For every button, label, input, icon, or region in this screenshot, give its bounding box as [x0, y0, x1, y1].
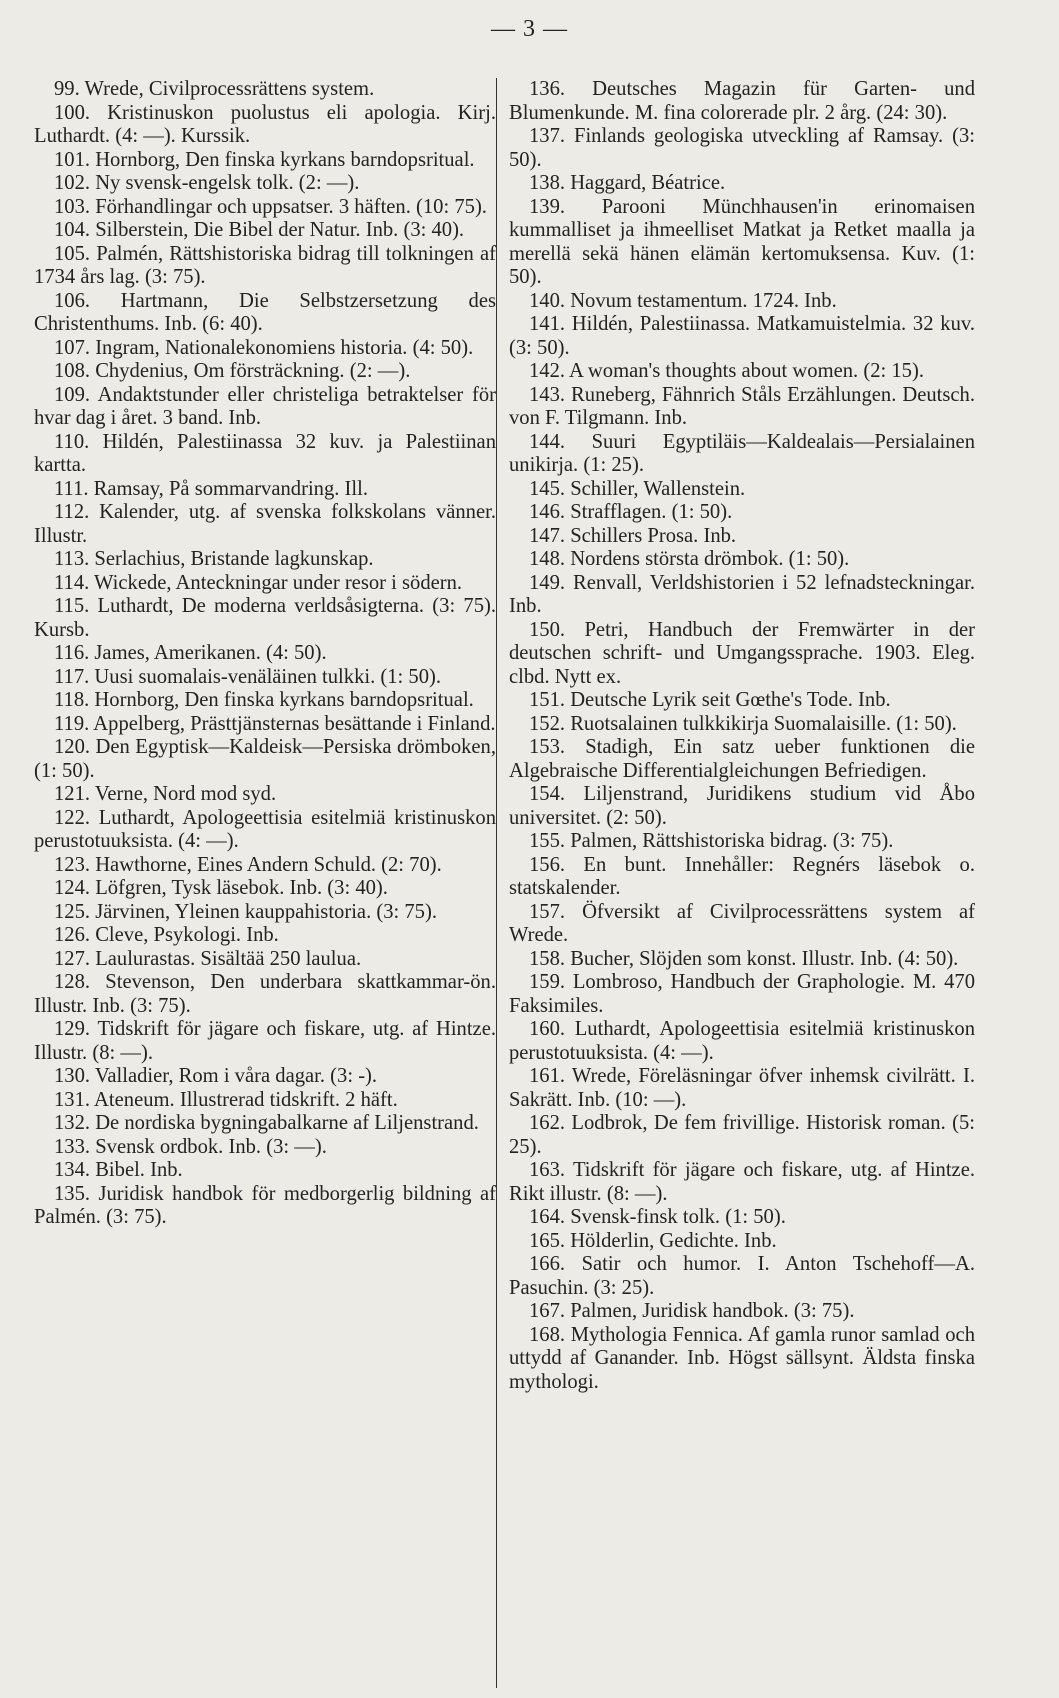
catalog-entry: 149. Renvall, Verldshistorien i 52 lefnadsteckningar. Inb.: [509, 571, 975, 617]
catalog-entry: 102. Ny svensk-engelsk tolk. (2: —).: [54, 172, 360, 194]
catalog-entry: 127. Laulurastas. Sisältää 250 laulua.: [54, 947, 362, 970]
page-number: — 3 —: [491, 16, 568, 42]
catalog-entry: 164. Svensk-finsk tolk. (1: 50).: [529, 1206, 786, 1228]
catalog-entry: 125. Järvinen, Yleinen kauppahistoria. (3: 75).: [54, 900, 437, 923]
catalog-entry: 126. Cleve, Psykologi. Inb.: [54, 924, 279, 946]
catalog-entry: 104. Silberstein, Die Bibel der Natur. Inb. (3: 40).: [54, 219, 465, 241]
catalog-entry: 145. Schiller, Wallenstein.: [529, 477, 746, 500]
catalog-entry: 147. Schillers Prosa. Inb.: [529, 524, 737, 547]
catalog-entry: 101. Hornborg, Den finska kyrkans barndopsritual.: [54, 148, 475, 171]
catalog-entry: 107. Ingram, Nationalekonomiens historia. (4: 50).: [54, 336, 474, 359]
catalog-entry: 128. Stevenson, Den underbara skattkammar-ön. Illustr. Inb. (3: 75).: [34, 971, 496, 1017]
catalog-entry: 137. Finlands geologiska utveckling af Ramsay. (3: 50).: [509, 125, 975, 171]
left-column: [34, 78, 496, 1230]
catalog-entry: 135. Juridisk handbok för medborgerlig bildning af Palmén. (3: 75).: [34, 1182, 496, 1228]
catalog-entry: 118. Hornborg, Den finska kyrkans barndopsritual.: [54, 689, 474, 711]
catalog-entry: 109. Andaktstunder eller christeliga betraktelser för hvar dag i året. 3 band. Inb.: [34, 383, 496, 429]
catalog-entry: 165. Hölderlin, Gedichte. Inb.: [529, 1229, 777, 1252]
catalog-entry: 156. En bunt. Innehåller: Regnérs läsebok o. statskalender.: [509, 853, 975, 899]
catalog-entry: 154. Liljenstrand, Juridikens studium vid Åbo universitet. (2: 50).: [509, 783, 975, 829]
right-column: [509, 78, 975, 1394]
catalog-entry: 105. Palmén, Rättshistoriska bidrag till tolkningen af 1734 års lag. (3: 75).: [34, 242, 496, 288]
catalog-entry: 159. Lombroso, Handbuch der Graphologie. M. 470 Faksimiles.: [509, 971, 975, 1017]
catalog-entry: 121. Verne, Nord mod syd.: [54, 783, 277, 805]
catalog-entry: 115. Luthardt, De moderna verldsåsigterna. (3: 75). Kursb.: [34, 595, 496, 641]
catalog-entry: 160. Luthardt, Apologeettisia esitelmiä kristinuskon perustotuuksista. (4: —).: [509, 1018, 975, 1064]
catalog-entry: 150. Petri, Handbuch der Fremwärter in der deutschen schrift- und Umgangssprache. 1903. Eleg. clbd. Nytt ex.: [509, 618, 975, 688]
catalog-entry: 103. Förhandlingar och uppsatser. 3 häften. (10: 75).: [54, 195, 487, 218]
catalog-entry: 116. James, Amerikanen. (4: 50).: [54, 642, 327, 664]
catalog-entry: 106. Hartmann, Die Selbstzersetzung des Christenthums. Inb. (6: 40).: [34, 289, 496, 335]
catalog-entry: 140. Novum testamentum. 1724. Inb.: [529, 289, 837, 312]
catalog-entry: 131. Ateneum. Illustrerad tidskrift. 2 häft.: [54, 1088, 398, 1111]
catalog-entry: 113. Serlachius, Bristande lagkunskap.: [54, 548, 374, 570]
catalog-entry: 158. Bucher, Slöjden som konst. Illustr. Inb. (4: 50).: [529, 947, 959, 970]
catalog-entry: 136. Deutsches Magazin für Garten- und Blumenkunde. M. fina colorerade plr. 2 årg. (24: 30).: [509, 78, 975, 124]
catalog-entry: 110. Hildén, Palestiinassa 32 kuv. ja Palestiinan kartta.: [34, 430, 496, 476]
catalog-entry: 122. Luthardt, Apologeettisia esitelmiä kristinuskon perustotuuksista. (4: —).: [34, 806, 496, 852]
catalog-entry: 148. Nordens största drömbok. (1: 50).: [529, 548, 850, 570]
catalog-entry: 132. De nordiska bygningabalkarne af Liljenstrand.: [54, 1112, 479, 1134]
catalog-entry: 129. Tidskrift för jägare och fiskare, utg. af Hintze. Illustr. (8: —).: [34, 1018, 496, 1064]
catalog-entry: 153. Stadigh, Ein satz ueber funktionen die Algebraische Differentialgleichungen Befriedigen.: [509, 736, 975, 782]
catalog-entry: 100. Kristinuskon puolustus eli apologia. Kirj. Luthardt. (4: —). Kurssik.: [34, 101, 496, 147]
catalog-entry: 120. Den Egyptisk—Kaldeisk—Persiska drömboken, (1: 50).: [34, 736, 496, 782]
catalog-entry: 168. Mythologia Fennica. Af gamla runor samlad och uttydd af Ganander. Inb. Högst sällsynt. Äldsta finska mythologi.: [509, 1323, 975, 1393]
catalog-entry: 143. Runeberg, Fähnrich Ståls Erzählungen. Deutsch. von F. Tilgmann. Inb.: [509, 383, 975, 429]
column-divider: [496, 78, 497, 1688]
catalog-entry: 114. Wickede, Anteckningar under resor i södern.: [54, 571, 463, 594]
catalog-entry: 142. A woman's thoughts about women. (2: 15).: [529, 360, 924, 382]
catalog-entry: 141. Hildén, Palestiinassa. Matkamuistelmia. 32 kuv. (3: 50).: [509, 313, 975, 359]
catalog-entry: 139. Parooni Münchhausen'in erinomaisen kummalliset ja ihmeelliset Matkat ja Retket maalla ja merellä sekä hänen elämän kertomuksensa. Kuv. (1: 50).: [509, 195, 975, 288]
catalog-entry: 155. Palmen, Rättshistoriska bidrag. (3: 75).: [529, 830, 894, 852]
catalog-entry: 130. Valladier, Rom i våra dagar. (3: -).: [54, 1065, 378, 1087]
catalog-entry: 166. Satir och humor. I. Anton Tschehoff—A. Pasuchin. (3: 25).: [509, 1253, 975, 1299]
catalog-entry: 117. Uusi suomalais-venäläinen tulkki. (1: 50).: [54, 665, 442, 688]
catalog-entry: 108. Chydenius, Om försträckning. (2: —).: [54, 360, 411, 382]
catalog-entry: 151. Deutsche Lyrik seit Gœthe's Tode. Inb.: [529, 689, 891, 711]
catalog-entry: 146. Strafflagen. (1: 50).: [529, 501, 733, 523]
catalog-entry: 123. Hawthorne, Eines Andern Schuld. (2: 70).: [54, 853, 442, 876]
catalog-entry: 157. Öfversikt af Civilprocessrättens system af Wrede.: [509, 900, 975, 946]
catalog-entry: 152. Ruotsalainen tulkkikirja Suomalaisille. (1: 50).: [529, 712, 957, 735]
catalog-entry: 162. Lodbrok, De fem frivillige. Historisk roman. (5: 25).: [509, 1112, 975, 1158]
catalog-entry: 167. Palmen, Juridisk handbok. (3: 75).: [529, 1300, 855, 1322]
catalog-entry: 112. Kalender, utg. af svenska folkskolans vänner. Illustr.: [34, 501, 496, 547]
catalog-entry: 111. Ramsay, På sommarvandring. Ill.: [54, 477, 369, 500]
catalog-entry: 133. Svensk ordbok. Inb. (3: —).: [54, 1135, 327, 1158]
catalog-entry: 161. Wrede, Föreläsningar öfver inhemsk civilrätt. I. Sakrätt. Inb. (10: —).: [509, 1065, 975, 1111]
catalog-entry: 119. Appelberg, Prästtjänsternas besättande i Finland.: [54, 712, 496, 735]
catalog-entry: 138. Haggard, Béatrice.: [529, 172, 726, 194]
catalog-entry: 99. Wrede, Civilprocessrättens system.: [54, 78, 375, 100]
catalog-entry: 134. Bibel. Inb.: [54, 1159, 183, 1181]
catalog-entry: 144. Suuri Egyptiläis—Kaldealais—Persialainen unikirja. (1: 25).: [509, 430, 975, 476]
catalog-entry: 163. Tidskrift för jägare och fiskare, utg. af Hintze. Rikt illustr. (8: —).: [509, 1159, 975, 1205]
catalog-entry: 124. Löfgren, Tysk läsebok. Inb. (3: 40).: [54, 877, 388, 899]
